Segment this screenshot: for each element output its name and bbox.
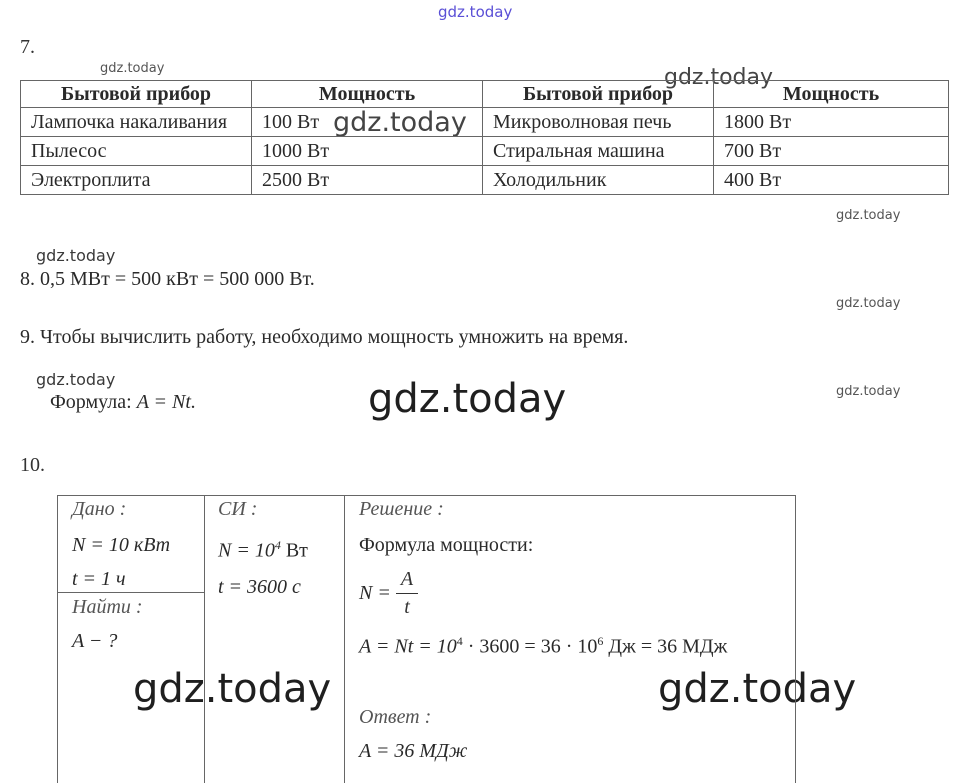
si-item <box>218 538 308 563</box>
table-row <box>21 137 949 166</box>
given-separator <box>58 592 204 593</box>
formula-label: Формула: <box>50 391 132 413</box>
answer-header: Ответ : <box>359 706 432 728</box>
watermark: gdz.today <box>438 3 513 21</box>
formula-text: A = Nt. <box>136 391 196 413</box>
given-item: N = 10 кВт <box>72 534 171 556</box>
calc-part: A = Nt = 10 <box>359 635 457 658</box>
table-cell: 1000 Вт <box>252 137 483 166</box>
task9-formula <box>50 391 196 414</box>
fraction-bar <box>396 593 418 594</box>
solution-box <box>57 495 796 783</box>
calc-part: · 3600 = 36 · 10 <box>462 635 598 658</box>
watermark: gdz.today <box>836 208 901 223</box>
watermark: gdz.today <box>36 246 116 265</box>
column-header: Бытовой прибор <box>483 81 714 108</box>
exponent: 4 <box>274 538 281 552</box>
answer-value: A = 36 МДж <box>359 740 468 762</box>
table-cell: 1800 Вт <box>714 108 949 137</box>
table-cell: Стиральная машина <box>483 137 714 166</box>
watermark: gdz.today <box>133 666 332 712</box>
si-value: N = 10 <box>218 539 275 562</box>
task-number: 10. <box>20 454 45 476</box>
table-cell: Микроволновая печь <box>483 108 714 137</box>
table-cell: 100 Вт <box>252 108 483 137</box>
table-cell: Пылесос <box>21 137 252 166</box>
column-header: Мощность <box>252 81 483 108</box>
fraction-numerator: A <box>400 568 414 590</box>
fraction <box>396 568 418 619</box>
table-cell: 400 Вт <box>714 166 949 195</box>
formula-lhs: N = <box>359 582 391 604</box>
solution-label: Формула мощности: <box>359 534 534 556</box>
table-row <box>21 166 949 195</box>
task8-answer: 8. 0,5 МВт = 500 кВт = 500 000 Вт. <box>20 268 315 290</box>
given-item: t = 1 ч <box>72 568 126 590</box>
find-item: A − ? <box>72 630 118 652</box>
table-cell: 2500 Вт <box>252 166 483 195</box>
watermark: gdz.today <box>36 370 116 389</box>
exponent: 6 <box>597 634 604 648</box>
column-header: Бытовой прибор <box>21 81 252 108</box>
si-unit: Вт <box>280 539 308 562</box>
task9-answer: 9. Чтобы вычислить работу, необходимо мощность умножить на время. <box>20 326 629 348</box>
calc-part: Дж = 36 МДж <box>603 635 728 658</box>
watermark: gdz.today <box>333 107 467 138</box>
appliance-table <box>20 80 949 195</box>
solution-header: Решение : <box>359 498 444 520</box>
watermark: gdz.today <box>658 666 857 712</box>
watermark: gdz.today <box>368 376 567 422</box>
task-number: 7. <box>20 36 35 58</box>
exponent: 4 <box>456 634 463 648</box>
table-cell: 700 Вт <box>714 137 949 166</box>
find-header: Найти : <box>72 596 143 618</box>
column-header: Мощность <box>714 81 949 108</box>
watermark: gdz.today <box>664 65 774 90</box>
table-row <box>21 108 949 137</box>
table-cell: Холодильник <box>483 166 714 195</box>
fraction-denominator: t <box>404 596 410 618</box>
table-cell: Лампочка накаливания <box>21 108 252 137</box>
si-item: t = 3600 с <box>218 576 301 598</box>
calculation <box>359 634 727 659</box>
watermark: gdz.today <box>836 384 901 399</box>
table-cell: Электроплита <box>21 166 252 195</box>
table-header-row <box>21 81 949 108</box>
given-header: Дано : <box>72 498 127 520</box>
watermark: gdz.today <box>836 296 901 311</box>
si-header: СИ : <box>218 498 258 520</box>
watermark: gdz.today <box>100 61 165 76</box>
